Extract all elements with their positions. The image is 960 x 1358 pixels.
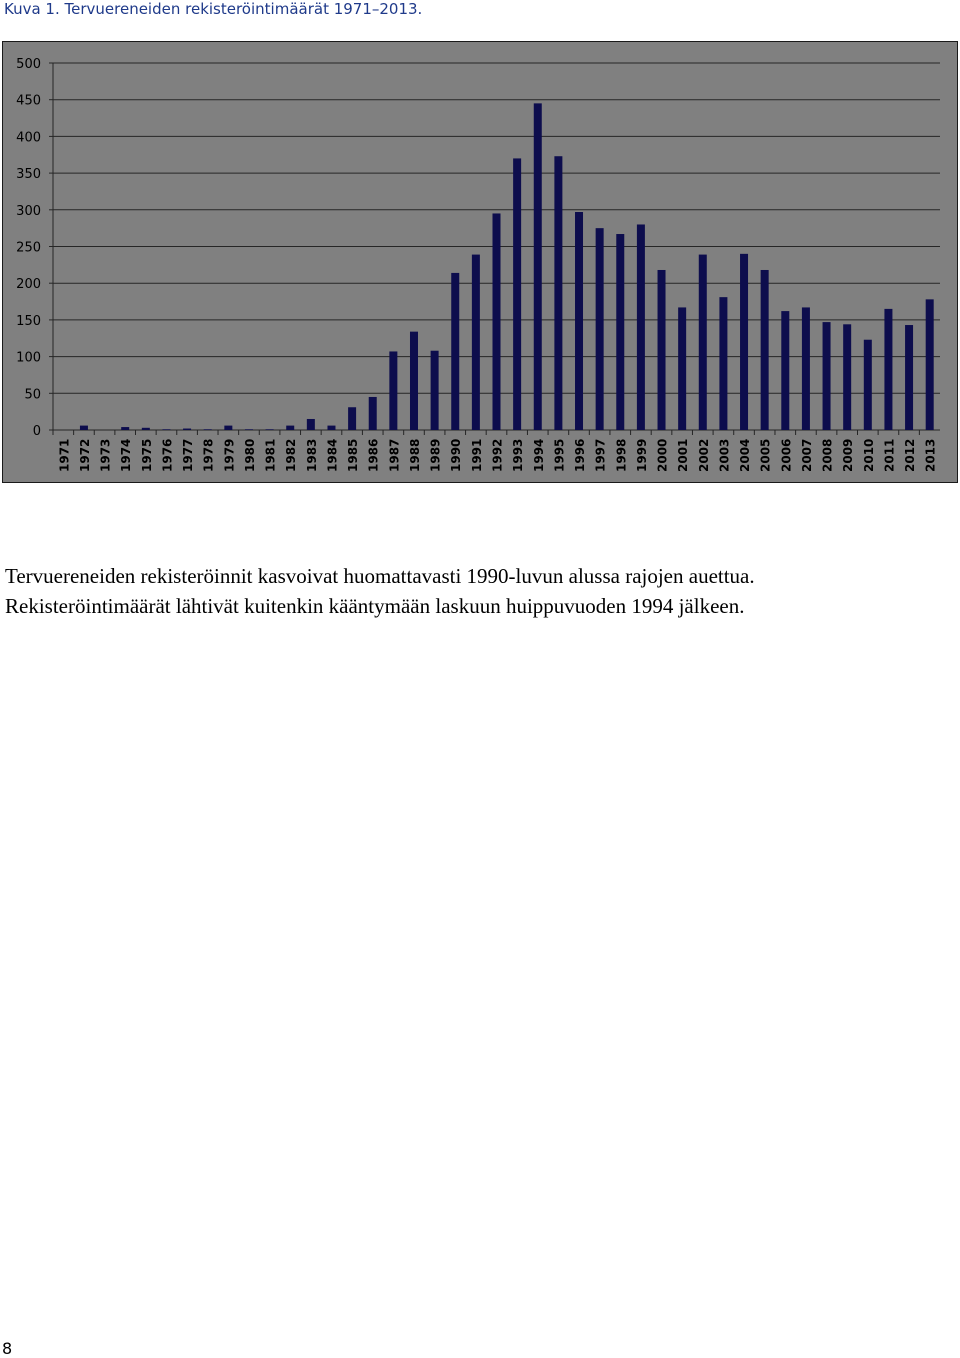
x-tick-label: 2005: [758, 438, 773, 472]
bar-1987: [389, 351, 397, 430]
bar-1985: [348, 407, 356, 430]
x-tick-label: 2001: [676, 438, 691, 472]
x-tick-label: 1986: [366, 438, 381, 472]
x-tick-label: 2008: [820, 438, 835, 472]
x-tick-label: 1974: [119, 438, 134, 472]
x-tick-label: 2013: [923, 438, 938, 472]
bar-2011: [884, 309, 892, 430]
x-tick-label: 1973: [98, 438, 113, 472]
bar-2013: [926, 299, 934, 430]
bar-2012: [905, 325, 913, 430]
x-tick-label: 2004: [738, 438, 753, 472]
x-tick-label: 1988: [407, 438, 422, 472]
x-tick-label: 2007: [799, 438, 814, 472]
x-tick-label: 2003: [717, 438, 732, 472]
bar-1979: [224, 426, 232, 430]
bar-2005: [761, 270, 769, 430]
x-tick-label: 1992: [490, 438, 505, 472]
y-tick-label: 200: [16, 277, 41, 293]
bar-1993: [513, 158, 521, 430]
x-axis-tick-labels: [57, 439, 937, 472]
x-tick-label: 1991: [469, 438, 484, 472]
bar-1986: [369, 397, 377, 430]
bar-chart: [2, 41, 958, 483]
x-tick-label: 1982: [284, 438, 299, 472]
bar-1974: [121, 427, 129, 430]
figure-caption: Kuva 1. Tervuereneiden rekisteröintimäärät 1971–2013.: [4, 0, 423, 18]
bar-1997: [596, 228, 604, 430]
bar-2001: [678, 307, 686, 430]
x-tick-label: 1978: [201, 438, 216, 472]
paragraph-line-2: Rekisteröintimäärät lähtivät kuitenkin kääntymään laskuun huippuvuoden 1994 jälkeen.: [5, 594, 745, 618]
y-tick-label: 300: [16, 203, 41, 219]
x-tick-label: 1989: [428, 438, 443, 472]
bars: [80, 103, 934, 430]
x-tick-label: 2000: [655, 438, 670, 472]
bar-1975: [142, 428, 150, 430]
x-tick-label: 1975: [139, 438, 154, 472]
x-tick-label: 2002: [696, 438, 711, 472]
x-tick-label: 1984: [325, 438, 340, 472]
bar-1982: [286, 426, 294, 430]
x-tick-label: 2011: [882, 438, 897, 472]
bar-1991: [472, 255, 480, 430]
bar-1990: [451, 273, 459, 430]
y-tick-label: 400: [16, 130, 41, 146]
x-tick-label: 2010: [861, 438, 876, 472]
x-tick-label: 2012: [903, 438, 918, 472]
y-tick-label: 50: [24, 387, 41, 403]
bar-1995: [554, 156, 562, 430]
bar-2006: [781, 311, 789, 430]
x-tick-label: 1994: [531, 438, 546, 472]
bar-1998: [616, 234, 624, 430]
y-tick-label: 0: [32, 424, 41, 439]
bar-1983: [307, 419, 315, 430]
bar-1977: [183, 429, 191, 430]
x-tick-label: 1983: [304, 438, 319, 472]
x-tick-label: 2009: [841, 438, 856, 472]
x-tick-label: 2006: [779, 438, 794, 472]
bar-2010: [864, 340, 872, 430]
bar-1992: [493, 213, 501, 430]
x-tick-label: 1999: [634, 438, 649, 472]
bar-2008: [823, 322, 831, 430]
bar-chart-svg: [3, 42, 959, 484]
x-tick-label: 1990: [449, 438, 464, 472]
bar-2000: [658, 270, 666, 430]
x-tick-label: 1987: [387, 438, 402, 472]
bar-1996: [575, 212, 583, 430]
bar-2007: [802, 307, 810, 430]
bar-1984: [327, 426, 335, 430]
bar-1978: [204, 429, 212, 430]
bar-1999: [637, 224, 645, 430]
bar-2002: [699, 255, 707, 430]
y-tick-label: 250: [16, 240, 41, 256]
bar-1980: [245, 429, 253, 430]
x-tick-label: 1998: [614, 438, 629, 472]
bar-1989: [431, 351, 439, 430]
x-tick-label: 1993: [511, 438, 526, 472]
y-axis-tick-labels: [16, 57, 41, 439]
y-tick-label: 450: [16, 93, 41, 109]
bar-1972: [80, 426, 88, 430]
bar-1994: [534, 103, 542, 430]
bar-2004: [740, 254, 748, 430]
x-tick-label: 1995: [552, 438, 567, 472]
bar-1981: [266, 429, 274, 430]
page-number: 8: [2, 1339, 13, 1358]
y-tick-label: 500: [16, 57, 41, 72]
x-tick-label: 1972: [77, 438, 92, 472]
bar-2003: [719, 297, 727, 430]
x-tick-label: 1985: [346, 438, 361, 472]
y-tick-label: 150: [16, 313, 41, 329]
bar-2009: [843, 324, 851, 430]
x-tick-label: 1971: [57, 438, 72, 472]
x-tick-label: 1979: [222, 438, 237, 472]
y-tick-label: 350: [16, 167, 41, 183]
x-tick-label: 1976: [160, 438, 175, 472]
x-tick-label: 1996: [573, 438, 588, 472]
body-paragraph: [5, 561, 955, 621]
bar-1976: [162, 429, 170, 430]
x-tick-label: 1997: [593, 438, 608, 472]
paragraph-line-1: Tervuereneiden rekisteröinnit kasvoivat huomattavasti 1990-luvun alussa rajojen auettua.: [5, 564, 755, 588]
x-tick-label: 1977: [181, 438, 196, 472]
x-tick-label: 1981: [263, 438, 278, 472]
y-tick-label: 100: [16, 350, 41, 366]
x-tick-label: 1980: [242, 438, 257, 472]
bar-1988: [410, 332, 418, 430]
